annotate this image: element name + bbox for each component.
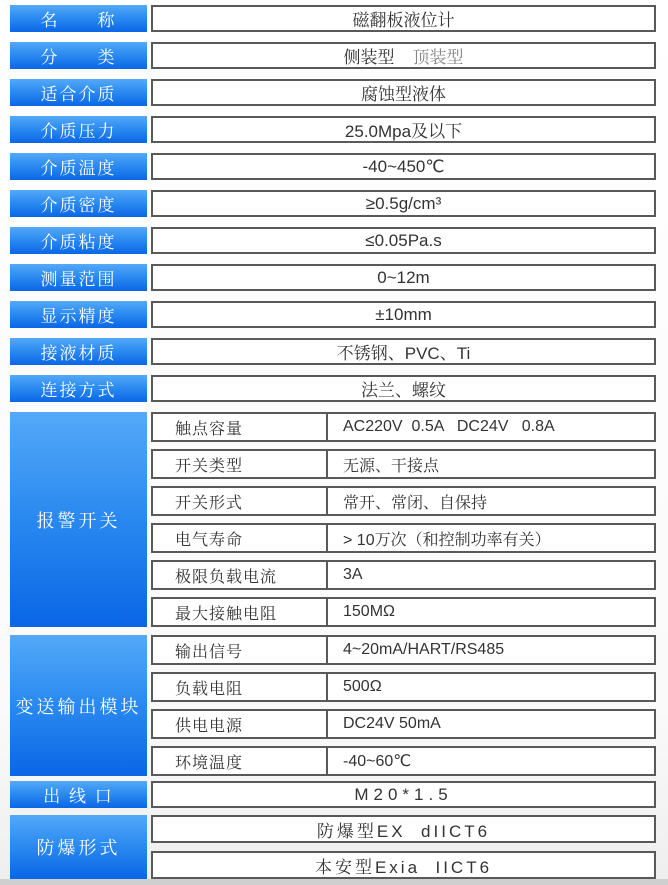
- alarm-switch-section: [10, 412, 656, 627]
- sub-row-output-signal: [151, 635, 656, 665]
- section-label: 防爆形式: [10, 815, 147, 879]
- sub-row-label: 供电电源: [153, 711, 328, 737]
- row-value: 防爆型EX dIICT6: [316, 821, 491, 841]
- row-value: 25.0Mpa及以下: [344, 122, 463, 141]
- sub-row-value: 无源、干接点: [343, 457, 440, 475]
- spec-row-wetted-material: [10, 338, 656, 365]
- row-label: 显示精度: [10, 301, 147, 328]
- sub-row-limit-load-current: [151, 560, 656, 590]
- row-value-cell: [151, 5, 656, 32]
- spec-row-viscosity: [10, 227, 656, 254]
- sub-row-electrical-life: [151, 523, 656, 553]
- row-value: 磁翻板液位计: [352, 11, 455, 30]
- sub-row-load-resistance: [151, 672, 656, 702]
- sub-row-value: > 10万次（和控制功率有关）: [343, 531, 551, 549]
- explosion-proof-section: [10, 815, 656, 879]
- sub-row-label: 环境温度: [153, 748, 328, 774]
- row-label: 介质密度: [10, 190, 147, 217]
- section-label: 变送输出模块: [10, 635, 147, 776]
- row-value-cell: [151, 116, 656, 143]
- sub-row-label: 电气寿命: [153, 525, 328, 551]
- row-value: ≤0.05Pa.s: [365, 230, 442, 250]
- sub-row-label: 开关形式: [153, 488, 328, 514]
- row-value-cell: [151, 301, 656, 328]
- spec-row-density: [10, 190, 656, 217]
- sub-row-value: DC24V 50mA: [343, 715, 441, 732]
- sub-row-value: AC220V 0.5A DC24V 0.8A: [343, 418, 555, 435]
- row-label: 出 线 口: [10, 781, 147, 808]
- sub-row-switch-form: [151, 486, 656, 516]
- row-label: 接液材质: [10, 338, 147, 365]
- spec-row-medium: [10, 79, 656, 106]
- row-value-cell: [151, 153, 656, 180]
- sub-row-max-contact-resistance: [151, 597, 656, 627]
- sub-row-contact-capacity: [151, 412, 656, 442]
- row-value-cell: [151, 79, 656, 106]
- explosion-proof-type-row: [151, 815, 656, 843]
- row-value-secondary: 顶装型: [412, 48, 464, 67]
- row-label: 分 类: [10, 42, 147, 69]
- row-value: 本安型Exia IICT6: [314, 857, 493, 877]
- row-value: ≥0.5g/cm³: [365, 193, 442, 213]
- row-value-cell: [151, 338, 656, 365]
- row-label: 介质温度: [10, 153, 147, 180]
- spec-row-category: [10, 42, 656, 69]
- spec-row-accuracy: [10, 301, 656, 328]
- page-bottom-shadow: [0, 879, 668, 885]
- sub-row-switch-type: [151, 449, 656, 479]
- row-label: 连接方式: [10, 375, 147, 402]
- row-value: M20*1.5: [354, 784, 453, 804]
- sub-row-value: 4~20mA/HART/RS485: [343, 641, 505, 658]
- row-value: -40~450℃: [362, 156, 445, 176]
- sub-row-value: 150MΩ: [343, 603, 395, 620]
- sub-row-label: 负载电阻: [153, 674, 328, 700]
- row-label: 介质粘度: [10, 227, 147, 254]
- sub-row-label: 最大接触电阻: [153, 599, 328, 625]
- row-label: 适合介质: [10, 79, 147, 106]
- row-value-cell: [151, 42, 656, 69]
- row-value: 法兰、螺纹: [361, 381, 446, 400]
- sub-row-ambient-temperature: [151, 746, 656, 776]
- row-value-cell: [151, 375, 656, 402]
- spec-row-connection: [10, 375, 656, 402]
- row-value-cell: [151, 264, 656, 291]
- row-value-cell: [151, 781, 656, 808]
- sub-row-label: 触点容量: [153, 414, 328, 440]
- row-value: 腐蚀型液体: [361, 85, 446, 104]
- row-value-cell: [151, 190, 656, 217]
- spec-row-range: [10, 264, 656, 291]
- sub-row-value: 3A: [343, 566, 363, 583]
- spec-row-pressure: [10, 116, 656, 143]
- sub-row-value: 常开、常闭、自保持: [343, 494, 488, 512]
- row-value: 0~12m: [377, 267, 430, 287]
- sub-row-label: 输出信号: [153, 637, 328, 663]
- row-value: 侧装型: [343, 48, 395, 67]
- spec-row-name: [10, 5, 656, 32]
- row-value-cell: [151, 227, 656, 254]
- section-label: 报警开关: [10, 412, 147, 627]
- row-label: 测量范围: [10, 264, 147, 291]
- sub-row-label: 极限负载电流: [153, 562, 328, 588]
- sub-row-power-supply: [151, 709, 656, 739]
- row-label: 名 称: [10, 5, 147, 32]
- spec-row-temperature: [10, 153, 656, 180]
- transmitter-module-section: [10, 635, 656, 776]
- row-label: 介质压力: [10, 116, 147, 143]
- row-value: 不锈钢、PVC、Ti: [336, 344, 471, 363]
- intrinsic-safety-type-row: [151, 851, 656, 879]
- row-value: ±10mm: [375, 304, 432, 324]
- sub-row-value: -40~60℃: [343, 753, 412, 770]
- sub-row-label: 开关类型: [153, 451, 328, 477]
- sub-row-value: 500Ω: [343, 678, 382, 695]
- spec-row-outlet: [10, 781, 656, 808]
